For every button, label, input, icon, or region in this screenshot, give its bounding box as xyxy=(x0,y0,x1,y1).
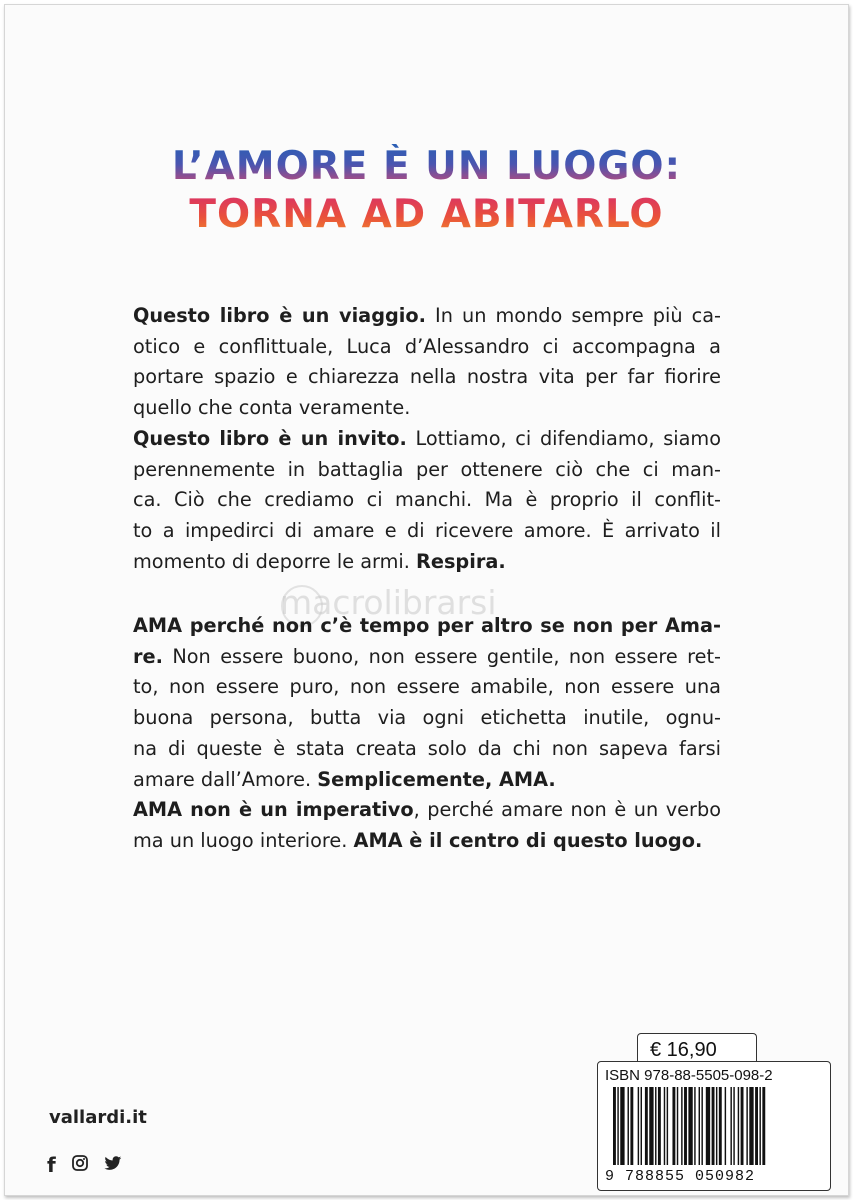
text-line xyxy=(133,826,721,857)
plain-phrase: to, non essere puro, non essere amabile, non essere una xyxy=(133,675,721,699)
text-line xyxy=(133,332,721,363)
plain-phrase: ca. Ciò che crediamo ci manchi. Ma è proprio il conflit- xyxy=(133,488,721,512)
plain-phrase: , perché amare non è un verbo xyxy=(413,798,721,822)
barcode-bar xyxy=(755,1087,758,1165)
plain-phrase: portare spazio e chiarezza nella nostra vita per far fiorire xyxy=(133,365,721,389)
barcode-bar xyxy=(655,1087,656,1165)
text-line xyxy=(133,424,721,455)
barcode-bar xyxy=(645,1087,648,1165)
bold-phrase: AMA è il centro di questo luogo. xyxy=(353,828,703,852)
barcode-bar xyxy=(664,1087,665,1165)
barcode-bar xyxy=(667,1087,668,1165)
plain-phrase: buona persona, butta via ogni etichetta inutile, ognu- xyxy=(133,706,721,730)
barcode-bar xyxy=(681,1087,682,1165)
barcode-bar xyxy=(677,1087,678,1165)
text-line xyxy=(133,393,721,424)
barcode-bar xyxy=(630,1087,633,1165)
price-tag: € 16,90 xyxy=(637,1033,757,1065)
barcode-bar xyxy=(641,1087,642,1165)
bold-phrase: Questo libro è un invito. xyxy=(133,426,407,450)
text-line xyxy=(133,455,721,486)
barcode-bar xyxy=(617,1087,618,1165)
watermark: macrolibrarsi xyxy=(280,583,497,622)
isbn-label: ISBN 978-88-5505-098-2 xyxy=(605,1067,773,1084)
text-line xyxy=(133,642,721,673)
plain-phrase: Non essere buono, non essere gentile, non essere ret- xyxy=(162,644,721,668)
title-line-2: TORNA AD ABITARLO xyxy=(189,192,664,237)
plain-phrase: quello che conta veramente. xyxy=(133,396,411,420)
text-line xyxy=(133,672,721,703)
instagram-icon xyxy=(72,1155,88,1176)
barcode-bar xyxy=(738,1087,739,1165)
facebook-icon: f xyxy=(47,1153,56,1177)
barcode-bar xyxy=(672,1087,675,1165)
cover-title xyxy=(5,143,848,239)
barcode-bar xyxy=(733,1087,734,1165)
barcode-bar xyxy=(628,1087,629,1165)
barcode-bar xyxy=(725,1087,726,1165)
text-line xyxy=(133,765,721,796)
barcode-bar xyxy=(701,1087,702,1165)
bold-phrase: AMA non è un imperativo xyxy=(133,798,414,822)
text-line xyxy=(133,703,721,734)
text-line xyxy=(133,485,721,516)
barcode-number: 9 788855 050982 xyxy=(605,1168,756,1185)
title-line-1: L’AMORE È UN LUOGO: xyxy=(171,144,682,189)
text-line xyxy=(133,734,721,765)
plain-phrase: amare dall’Amore. xyxy=(133,767,318,791)
barcode-bar xyxy=(684,1087,687,1165)
plain-phrase: ma un luogo interiore. xyxy=(133,828,354,852)
blurb-paragraph-2 xyxy=(133,611,721,857)
barcode-bar xyxy=(699,1087,700,1165)
plain-phrase: otico e conflittuale, Luca d’Alessandro ci accompagna a xyxy=(133,334,721,358)
plain-phrase: Lottiamo, ci difendiamo, siamo xyxy=(406,426,721,450)
plain-phrase: momento di deporre le armi. xyxy=(133,549,417,573)
bold-phrase: re. xyxy=(133,644,163,668)
text-line xyxy=(133,301,721,332)
barcode-bar xyxy=(706,1087,710,1165)
barcode-bar xyxy=(730,1087,731,1165)
barcode-bar xyxy=(746,1087,747,1165)
bold-phrase: Questo libro è un viaggio. xyxy=(133,304,426,327)
barcode-bar xyxy=(719,1087,722,1165)
plain-phrase: na di queste è stata creata solo da chi non sapeva farsi xyxy=(133,736,721,760)
bold-phrase: Semplicemente, AMA. xyxy=(317,767,556,791)
barcode-bar xyxy=(716,1087,717,1165)
plain-phrase: In un mondo sempre più ca- xyxy=(425,304,721,327)
barcode-bar xyxy=(613,1087,616,1165)
barcode-bar xyxy=(759,1087,760,1165)
barcode-bar xyxy=(694,1087,695,1165)
text-line xyxy=(133,516,721,547)
plain-phrase: to a impedirci di amare e di ricevere amore. È arrivato il xyxy=(133,518,721,542)
text-line xyxy=(133,547,721,578)
barcode-bar xyxy=(749,1087,753,1165)
barcode-bar xyxy=(741,1087,744,1165)
barcode-bar xyxy=(688,1087,692,1165)
plain-phrase: perennemente in battaglia per ottenere ciò che ci man- xyxy=(133,457,721,481)
blurb-paragraph-1 xyxy=(133,301,721,577)
barcode xyxy=(611,1087,821,1167)
twitter-icon xyxy=(104,1155,122,1176)
barcode-bar xyxy=(658,1087,661,1165)
publisher-site: vallardi.it xyxy=(49,1107,147,1128)
social-icons xyxy=(47,1153,122,1177)
book-back-cover xyxy=(4,4,849,1196)
barcode-bar xyxy=(762,1087,765,1165)
bold-phrase: AMA perché non c’è tempo per altro se non per Ama- xyxy=(133,614,721,637)
bold-phrase: Respira. xyxy=(416,549,506,573)
barcode-bar xyxy=(620,1087,624,1165)
barcode-bar xyxy=(712,1087,715,1165)
text-line xyxy=(133,362,721,393)
text-line xyxy=(133,611,721,642)
barcode-bar xyxy=(638,1087,639,1165)
text-line xyxy=(133,795,721,826)
barcode-bar xyxy=(649,1087,653,1165)
